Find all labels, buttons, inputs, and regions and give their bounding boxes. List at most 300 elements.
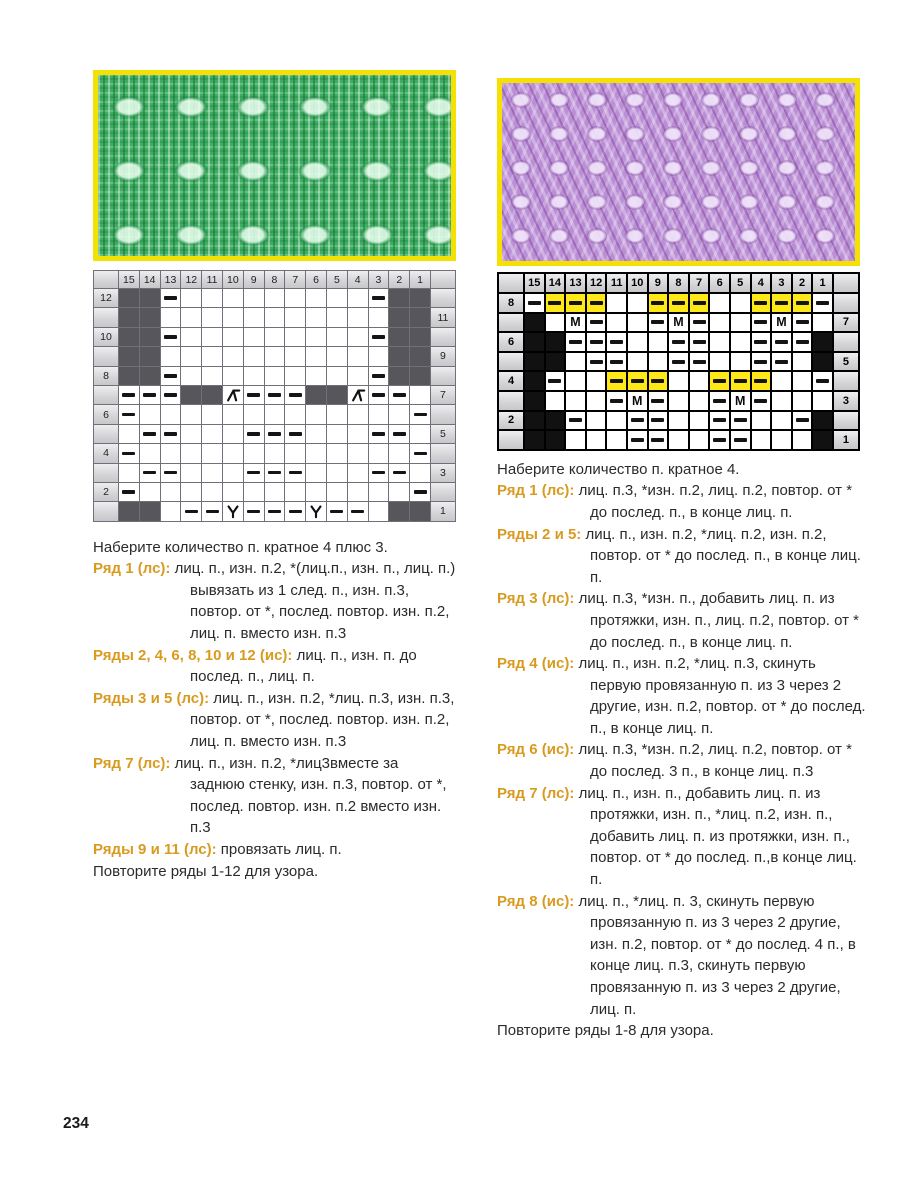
repeat-note: Повторите ряды 1-12 для узора. <box>93 862 319 880</box>
chart-corner <box>431 271 455 288</box>
purl-cell <box>244 425 264 443</box>
column-number: 3 <box>369 271 389 288</box>
purl-dash-icon <box>693 320 706 324</box>
chart-corner <box>499 274 523 292</box>
knit-cell <box>306 464 326 482</box>
purl-cell <box>410 405 430 423</box>
knit-cell <box>223 405 243 423</box>
row-text: лиц. п.3, *изн. п.2, лиц. п.2, повтор. от * до послед. п., в конце лиц. п. <box>574 482 853 521</box>
column-number: 12 <box>181 271 201 288</box>
row-instruction <box>497 891 869 1021</box>
purl-cell <box>161 367 181 385</box>
knit-cell <box>140 444 160 462</box>
purl-dash-icon <box>672 301 685 305</box>
knitting-chart-right <box>497 272 860 451</box>
purl-cell <box>161 328 181 346</box>
row-number-left <box>94 308 118 326</box>
purl-cell <box>669 333 688 351</box>
purl-dash-icon <box>816 301 829 305</box>
row-number-left: 6 <box>499 333 523 351</box>
column-number: 4 <box>348 271 368 288</box>
purl-cell <box>772 353 791 371</box>
purl-dash-icon <box>122 413 135 417</box>
knit-cell <box>793 353 812 371</box>
purl-dash-icon <box>631 438 644 442</box>
purl-dash-icon <box>734 379 747 383</box>
purl-dash-icon <box>631 379 644 383</box>
row-number-left <box>94 425 118 443</box>
knit-cell <box>223 483 243 501</box>
row-instruction <box>497 739 869 782</box>
no-stitch-cell <box>525 314 544 332</box>
row-number-right: 7 <box>431 386 455 404</box>
no-stitch-cell <box>813 333 832 351</box>
purl-dash-icon <box>754 340 767 344</box>
knit-cell <box>710 353 729 371</box>
row-number-right: 1 <box>431 502 455 520</box>
purl-cell <box>546 372 565 390</box>
knit-cell <box>607 314 626 332</box>
row-number-right <box>431 289 455 307</box>
highlighted-purl-cell <box>690 294 709 312</box>
purl-cell <box>327 502 347 520</box>
purl-dash-icon <box>754 320 767 324</box>
purl-cell <box>813 294 832 312</box>
purl-cell <box>587 353 606 371</box>
knit-cell <box>202 347 222 365</box>
knit-cell <box>202 328 222 346</box>
row-instruction <box>497 480 869 523</box>
knit-cell <box>223 444 243 462</box>
no-stitch-cell <box>389 502 409 520</box>
knit-cell <box>244 308 264 326</box>
column-number: 15 <box>119 271 139 288</box>
knit-cell <box>306 367 326 385</box>
knit-cell <box>690 372 709 390</box>
row-number-right <box>431 405 455 423</box>
knit-cell <box>731 333 750 351</box>
purl-cell <box>389 425 409 443</box>
knit-cell <box>285 367 305 385</box>
make3-from1-icon <box>225 503 241 519</box>
purl-cell <box>690 314 709 332</box>
knit-cell <box>327 464 347 482</box>
knit-cell <box>161 444 181 462</box>
no-stitch-cell <box>140 289 160 307</box>
purl-dash-icon <box>796 418 809 422</box>
highlighted-purl-cell <box>628 372 647 390</box>
column-number: 6 <box>710 274 729 292</box>
no-stitch-cell <box>119 289 139 307</box>
row-text: лиц. п., изн. п.2, *лиц3вместе за заднюю стенку, изн. п.3, повтор. от *, послед. повтор. изн. п.2 вместо изн. п.3 <box>170 754 447 837</box>
purl-dash-icon <box>734 418 747 422</box>
no-stitch-cell <box>389 367 409 385</box>
purl-dash-icon <box>796 340 809 344</box>
knit-cell <box>813 314 832 332</box>
knit-cell <box>140 405 160 423</box>
purl-dash-icon <box>393 393 406 397</box>
knit-cell <box>587 372 606 390</box>
purl-dash-icon <box>734 438 747 442</box>
knit-cell <box>669 412 688 430</box>
knit-cell <box>202 444 222 462</box>
purl-dash-icon <box>372 374 385 378</box>
purl-dash-icon <box>796 320 809 324</box>
knit-cell <box>649 333 668 351</box>
knit-cell <box>327 483 347 501</box>
no-stitch-cell <box>813 431 832 449</box>
knit-cell <box>389 483 409 501</box>
chart-corner <box>94 271 118 288</box>
row-instructions <box>93 558 456 860</box>
purl-dash-icon <box>289 471 302 475</box>
highlighted-purl-cell <box>669 294 688 312</box>
row-label: Ряд 4 (ис): <box>497 655 575 673</box>
row-number-right <box>834 294 858 312</box>
knit-cell <box>223 289 243 307</box>
row-number-right: 5 <box>834 353 858 371</box>
purl-dash-icon <box>590 301 603 305</box>
row-instruction <box>93 558 456 644</box>
purl-cell <box>731 412 750 430</box>
make1-cell: M <box>772 314 791 332</box>
purl-dash-icon <box>569 418 582 422</box>
knit-cell <box>669 392 688 410</box>
make1-cell: M <box>731 392 750 410</box>
knit-cell <box>607 412 626 430</box>
purl-cell <box>587 314 606 332</box>
row-number-left: 10 <box>94 328 118 346</box>
no-stitch-cell <box>140 328 160 346</box>
row-instruction <box>497 653 869 739</box>
knit-cell <box>793 372 812 390</box>
knit-cell <box>285 405 305 423</box>
purl-cell <box>690 353 709 371</box>
no-stitch-cell <box>119 502 139 520</box>
knit-cell <box>793 431 812 449</box>
repeat-note: Повторите ряды 1-8 для узора. <box>497 1022 714 1040</box>
purl-dash-icon <box>651 379 664 383</box>
purl-dash-icon <box>548 301 561 305</box>
k3tog-cell <box>348 386 368 404</box>
chart-corner <box>834 274 858 292</box>
knit-cell <box>772 392 791 410</box>
no-stitch-cell <box>306 386 326 404</box>
row-number-right: 3 <box>834 392 858 410</box>
purl-cell <box>772 333 791 351</box>
purl-cell <box>369 328 389 346</box>
knit-cell <box>348 289 368 307</box>
knit-cell <box>140 483 160 501</box>
knit-cell <box>285 483 305 501</box>
highlighted-purl-cell <box>731 372 750 390</box>
knit-cell <box>265 405 285 423</box>
purl-cell <box>244 502 264 520</box>
purl-cell <box>285 386 305 404</box>
no-stitch-cell <box>546 431 565 449</box>
no-stitch-cell <box>410 308 430 326</box>
purl-cell <box>369 386 389 404</box>
row-number-left <box>499 392 523 410</box>
purl-dash-icon <box>143 471 156 475</box>
purl-dash-icon <box>122 490 135 494</box>
purl-dash-icon <box>610 340 623 344</box>
knit-cell <box>669 372 688 390</box>
purl-cell <box>607 353 626 371</box>
purl-dash-icon <box>651 418 664 422</box>
purl-cell <box>181 502 201 520</box>
knit-cell <box>161 405 181 423</box>
row-number-right <box>834 412 858 430</box>
purl-dash-icon <box>590 340 603 344</box>
knit-cell <box>348 405 368 423</box>
knit-cell <box>285 308 305 326</box>
knit-cell <box>690 431 709 449</box>
knit-cell <box>348 308 368 326</box>
make3-cell <box>223 502 243 520</box>
instructions-left <box>93 537 456 883</box>
purl-dash-icon <box>754 360 767 364</box>
purl-dash-icon <box>713 438 726 442</box>
knit-cell <box>410 464 430 482</box>
knit-cell <box>265 328 285 346</box>
knit-cell <box>587 392 606 410</box>
purl-dash-icon <box>569 301 582 305</box>
purl-cell <box>161 386 181 404</box>
no-stitch-cell <box>389 328 409 346</box>
row-label: Ряд 3 (лс): <box>497 590 575 608</box>
knit-cell <box>202 464 222 482</box>
row-number-right: 3 <box>431 464 455 482</box>
knit-cell <box>369 308 389 326</box>
row-text: лиц. п., изн. п.2, *лиц. п.3, скинуть первую провязанную п. из 3 через 2 другие, изн. п.2, повтор. от * до послед. п., в конце лиц. п. <box>574 655 866 737</box>
knit-cell <box>327 347 347 365</box>
knit-cell <box>690 412 709 430</box>
purl-cell <box>285 425 305 443</box>
knit-cell <box>306 483 326 501</box>
row-number-left <box>94 347 118 365</box>
no-stitch-cell <box>546 353 565 371</box>
knit-cell <box>265 367 285 385</box>
purl-cell <box>690 333 709 351</box>
purl-cell <box>265 386 285 404</box>
column-number: 12 <box>587 274 606 292</box>
green-knit-swatch-photo <box>93 70 456 261</box>
purl-dash-icon <box>393 471 406 475</box>
purl-cell <box>710 431 729 449</box>
purl-dash-icon <box>610 360 623 364</box>
row-number-left: 6 <box>94 405 118 423</box>
row-number-right: 7 <box>834 314 858 332</box>
purl-dash-icon <box>247 393 260 397</box>
highlighted-purl-cell <box>607 372 626 390</box>
column-number: 14 <box>140 271 160 288</box>
purl-dash-icon <box>247 510 260 514</box>
no-stitch-cell <box>525 372 544 390</box>
purl-dash-icon <box>414 452 427 456</box>
purl-dash-icon <box>164 393 177 397</box>
knit-cell <box>369 483 389 501</box>
column-number: 8 <box>669 274 688 292</box>
purl-cell <box>161 289 181 307</box>
knit-cell <box>223 347 243 365</box>
purl-cell <box>140 425 160 443</box>
purl-dash-icon <box>143 432 156 436</box>
knit-cell <box>566 372 585 390</box>
left-column <box>93 70 456 882</box>
purl-dash-icon <box>372 432 385 436</box>
no-stitch-cell <box>813 412 832 430</box>
row-number-right: 11 <box>431 308 455 326</box>
row-instruction <box>93 688 456 753</box>
knit-cell <box>265 308 285 326</box>
knit-cell <box>731 294 750 312</box>
make1-cell: M <box>628 392 647 410</box>
knit-cell <box>710 294 729 312</box>
purl-cell <box>369 367 389 385</box>
column-number: 9 <box>244 271 264 288</box>
row-number-right <box>431 328 455 346</box>
column-number: 6 <box>306 271 326 288</box>
purl-cell <box>607 333 626 351</box>
purl-dash-icon <box>775 340 788 344</box>
knit-cell <box>327 405 347 423</box>
knit-cell <box>628 314 647 332</box>
no-stitch-cell <box>525 353 544 371</box>
knit-cell <box>710 333 729 351</box>
knit-cell <box>327 308 347 326</box>
purl-cell <box>119 444 139 462</box>
row-text: лиц. п.3, *изн. п.2, лиц. п.2, повтор. от * до послед. 3 п., в конце лиц. п.3 <box>574 741 852 781</box>
row-number-right <box>834 333 858 351</box>
purl-cell <box>731 431 750 449</box>
row-number-left <box>94 502 118 520</box>
knit-cell <box>306 308 326 326</box>
purl-cell <box>161 425 181 443</box>
knit-cell <box>327 425 347 443</box>
highlighted-purl-cell <box>752 294 771 312</box>
knit-cell <box>306 289 326 307</box>
purl-dash-icon <box>775 360 788 364</box>
highlighted-purl-cell <box>793 294 812 312</box>
knit-cell <box>181 405 201 423</box>
purl-dash-icon <box>289 432 302 436</box>
knit-cell <box>731 353 750 371</box>
row-label: Ряд 7 (лс): <box>93 754 171 772</box>
column-number: 7 <box>690 274 709 292</box>
purl-cell <box>649 431 668 449</box>
make1-cell: M <box>669 314 688 332</box>
knit-cell <box>181 464 201 482</box>
knit-cell <box>244 405 264 423</box>
knit-cell <box>161 308 181 326</box>
column-number: 11 <box>607 274 626 292</box>
purl-cell <box>369 425 389 443</box>
knit-cell <box>348 444 368 462</box>
purl-cell <box>628 431 647 449</box>
purl-cell <box>119 386 139 404</box>
purl-dash-icon <box>372 335 385 339</box>
knit-cell <box>161 347 181 365</box>
purl-dash-icon <box>693 360 706 364</box>
highlighted-purl-cell <box>566 294 585 312</box>
purl-cell <box>285 502 305 520</box>
knit-cell <box>202 405 222 423</box>
knit-cell <box>566 353 585 371</box>
knit-cell <box>181 347 201 365</box>
knit-cell <box>265 483 285 501</box>
highlighted-purl-cell <box>649 372 668 390</box>
knit-cell <box>244 289 264 307</box>
purl-dash-icon <box>796 301 809 305</box>
purl-dash-icon <box>713 379 726 383</box>
no-stitch-cell <box>119 308 139 326</box>
purl-dash-icon <box>247 471 260 475</box>
knit-cell <box>628 333 647 351</box>
row-number-left: 12 <box>94 289 118 307</box>
purl-dash-icon <box>651 438 664 442</box>
no-stitch-cell <box>410 347 430 365</box>
no-stitch-cell <box>140 502 160 520</box>
row-label: Ряды 2 и 5: <box>497 525 582 543</box>
knit-cell <box>327 328 347 346</box>
purl-cell <box>752 392 771 410</box>
purl-dash-icon <box>528 301 541 305</box>
knit-cell <box>566 392 585 410</box>
knit-cell <box>327 444 347 462</box>
purl-cell <box>140 386 160 404</box>
purl-cell <box>793 412 812 430</box>
knit-cell <box>410 425 430 443</box>
column-number: 3 <box>772 274 791 292</box>
row-instruction <box>93 839 456 861</box>
no-stitch-cell <box>525 431 544 449</box>
knit-cell <box>306 328 326 346</box>
purl-dash-icon <box>268 432 281 436</box>
purl-dash-icon <box>713 418 726 422</box>
cast-on-note: Наберите количество п. кратное 4 плюс 3. <box>93 538 388 556</box>
purl-dash-icon <box>289 393 302 397</box>
row-number-right <box>431 483 455 501</box>
knit-cell <box>285 347 305 365</box>
purl-cell <box>285 464 305 482</box>
knit-cell <box>348 464 368 482</box>
knit-cell <box>223 308 243 326</box>
purl-cell <box>710 412 729 430</box>
column-number: 13 <box>566 274 585 292</box>
row-number-left <box>94 386 118 404</box>
purl-cell <box>265 464 285 482</box>
column-number: 10 <box>223 271 243 288</box>
knit-cell <box>181 425 201 443</box>
purl-dash-icon <box>122 393 135 397</box>
row-instruction <box>93 753 456 839</box>
knit-cell <box>244 444 264 462</box>
row-number-left: 4 <box>499 372 523 390</box>
knit-cell <box>181 483 201 501</box>
row-number-left <box>499 314 523 332</box>
k3tog-tbl-icon <box>350 387 366 403</box>
purl-dash-icon <box>672 340 685 344</box>
purl-cell <box>813 372 832 390</box>
purl-dash-icon <box>164 471 177 475</box>
knit-cell <box>772 412 791 430</box>
purl-dash-icon <box>372 296 385 300</box>
row-number-right <box>834 372 858 390</box>
knit-cell <box>348 328 368 346</box>
knit-cell <box>793 392 812 410</box>
purl-cell <box>389 386 409 404</box>
